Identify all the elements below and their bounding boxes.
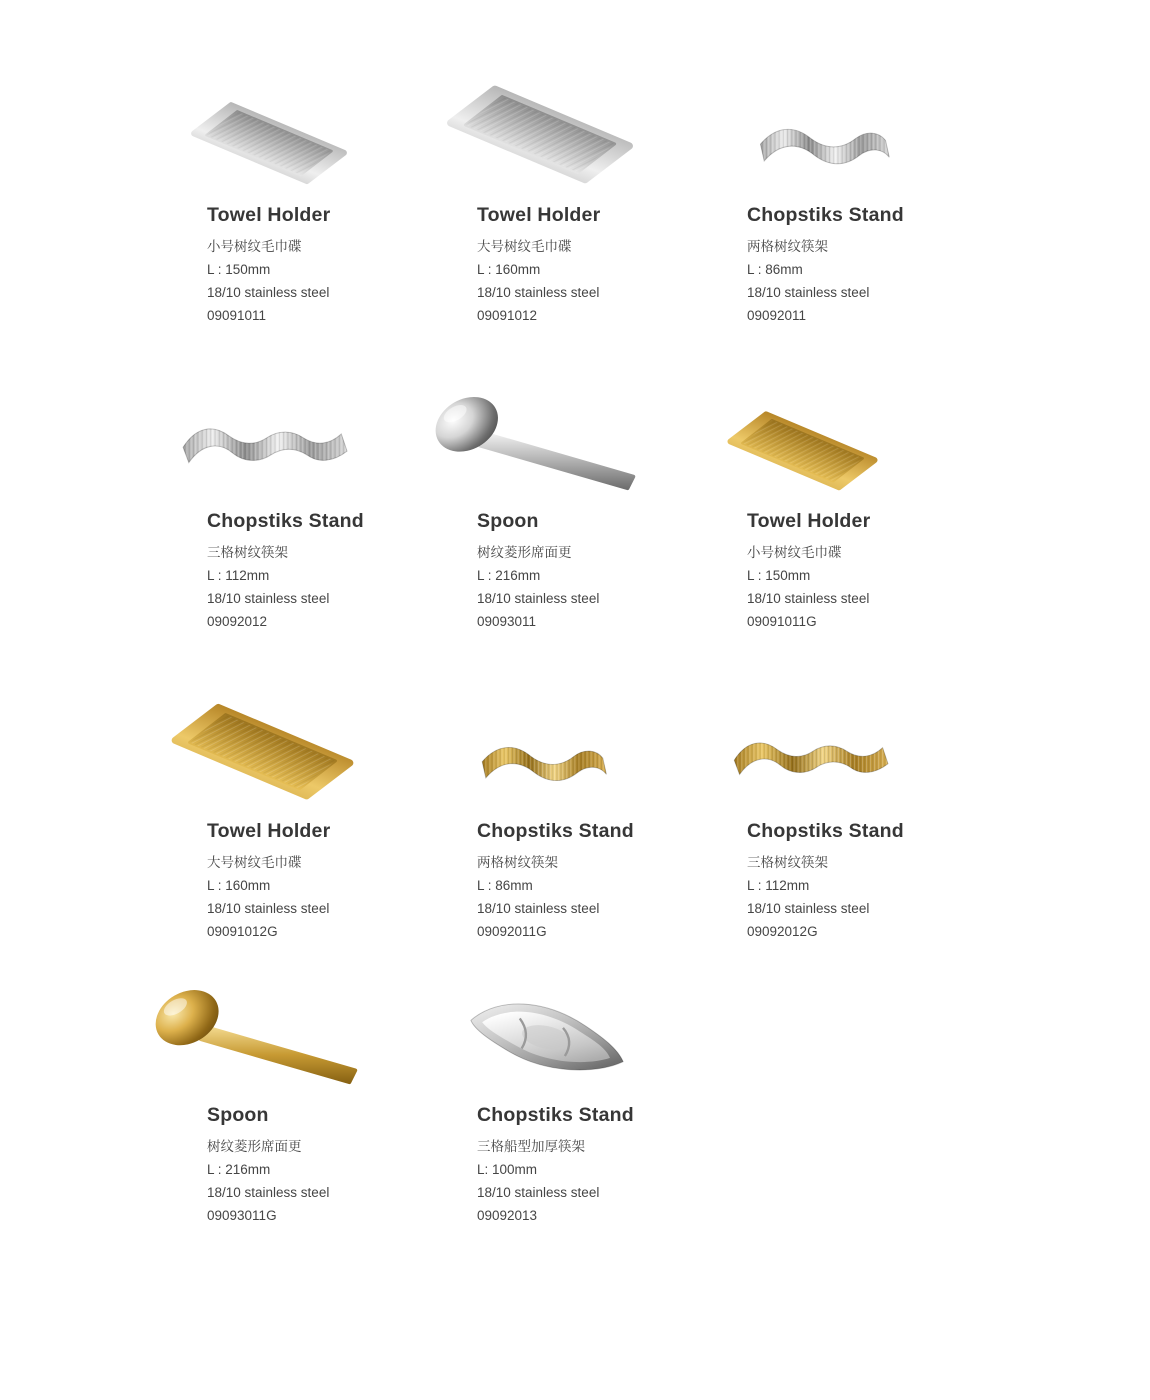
product-desc-cn: 大号树纹毛巾碟 <box>477 239 572 254</box>
product-title: Towel Holder <box>747 510 871 532</box>
product-length: L : 150mm <box>747 568 811 583</box>
product-material: 18/10 stainless steel <box>207 591 330 606</box>
chopstick-stand-photo <box>727 728 897 804</box>
product-length: L : 216mm <box>207 1162 271 1177</box>
product-title: Spoon <box>477 510 539 532</box>
product-length: L : 86mm <box>747 262 803 277</box>
product-length: L : 112mm <box>747 878 810 893</box>
product-image-box <box>455 358 725 508</box>
catalog-row <box>185 952 725 1227</box>
product-title: Towel Holder <box>207 204 331 226</box>
product-image-box <box>185 668 455 818</box>
chopstick-stand-photo <box>465 994 630 1088</box>
towel-holder-photo <box>165 701 360 804</box>
product-card <box>725 52 995 327</box>
product-code: 09091012 <box>477 308 538 323</box>
product-length: L : 86mm <box>477 878 533 893</box>
product-material: 18/10 stainless steel <box>477 285 600 300</box>
product-material: 18/10 stainless steel <box>477 591 600 606</box>
product-length: L : 216mm <box>477 568 541 583</box>
product-title: Chopstiks Stand <box>747 820 904 842</box>
product-length: L: 100mm <box>477 1162 538 1177</box>
chopstick-stand-photo <box>475 736 610 804</box>
product-desc-cn: 两格树纹筷架 <box>477 855 558 870</box>
product-text <box>185 818 455 943</box>
product-code: 09093011 <box>477 614 537 629</box>
product-code: 09091011G <box>747 614 817 629</box>
towel-holder-photo <box>722 409 883 494</box>
towel-holder-photo <box>185 100 353 188</box>
product-title: Towel Holder <box>477 204 601 226</box>
product-card <box>185 952 455 1227</box>
product-text <box>185 1102 455 1227</box>
product-text <box>725 202 995 327</box>
product-image-box <box>455 668 725 818</box>
product-card <box>455 358 725 633</box>
product-image-box <box>725 52 995 202</box>
product-text <box>455 1102 725 1227</box>
product-text <box>455 508 725 633</box>
product-material: 18/10 stainless steel <box>207 1185 330 1200</box>
product-card <box>725 668 995 943</box>
product-length: L : 160mm <box>477 262 541 277</box>
product-card <box>455 52 725 327</box>
product-title: Spoon <box>207 1104 269 1126</box>
product-text <box>185 202 455 327</box>
product-code: 09092011 <box>747 308 807 323</box>
catalog-row <box>185 668 995 943</box>
product-code: 09093011G <box>207 1208 277 1223</box>
product-image-box <box>455 952 725 1102</box>
product-title: Chopstiks Stand <box>477 820 634 842</box>
product-desc-cn: 树纹菱形席面更 <box>207 1139 302 1154</box>
product-card <box>185 358 455 633</box>
product-code: 09092011G <box>477 924 547 939</box>
product-code: 09092012G <box>747 924 818 939</box>
product-code: 09091011 <box>207 308 267 323</box>
product-code: 09092013 <box>477 1208 538 1223</box>
product-card <box>185 668 455 943</box>
product-text <box>455 202 725 327</box>
chopstick-stand-photo <box>175 413 357 494</box>
product-title: Chopstiks Stand <box>477 1104 634 1126</box>
product-image-box <box>725 358 995 508</box>
product-length: L : 160mm <box>207 878 271 893</box>
product-card <box>455 952 725 1227</box>
product-material: 18/10 stainless steel <box>207 285 330 300</box>
product-material: 18/10 stainless steel <box>747 591 870 606</box>
catalog-row <box>185 358 995 633</box>
spoon-photo <box>430 387 643 494</box>
towel-holder-photo <box>440 83 640 188</box>
product-title: Chopstiks Stand <box>747 204 904 226</box>
product-image-box <box>185 952 455 1102</box>
product-text <box>185 508 455 633</box>
product-image-box <box>185 358 455 508</box>
product-card <box>725 358 995 633</box>
product-desc-cn: 小号树纹毛巾碟 <box>207 239 302 254</box>
product-desc-cn: 三格船型加厚筷架 <box>477 1139 585 1154</box>
product-desc-cn: 三格树纹筷架 <box>207 545 288 560</box>
product-desc-cn: 大号树纹毛巾碟 <box>207 855 302 870</box>
spoon-photo <box>150 980 365 1088</box>
product-desc-cn: 三格树纹筷架 <box>747 855 828 870</box>
product-desc-cn: 两格树纹筷架 <box>747 239 828 254</box>
product-image-box <box>725 668 995 818</box>
product-desc-cn: 小号树纹毛巾碟 <box>747 545 842 560</box>
product-text <box>725 508 995 633</box>
product-material: 18/10 stainless steel <box>207 901 330 916</box>
product-material: 18/10 stainless steel <box>747 901 870 916</box>
product-card <box>455 668 725 943</box>
product-text <box>725 818 995 943</box>
product-code: 09092012 <box>207 614 268 629</box>
product-length: L : 150mm <box>207 262 271 277</box>
product-image-box <box>185 52 455 202</box>
product-material: 18/10 stainless steel <box>747 285 870 300</box>
product-title: Chopstiks Stand <box>207 510 364 532</box>
product-material: 18/10 stainless steel <box>477 901 600 916</box>
product-length: L : 112mm <box>207 568 270 583</box>
product-material: 18/10 stainless steel <box>477 1185 600 1200</box>
product-desc-cn: 树纹菱形席面更 <box>477 545 572 560</box>
catalog-row <box>185 52 995 327</box>
product-text <box>455 818 725 943</box>
product-image-box <box>455 52 725 202</box>
chopstick-stand-photo <box>753 118 893 188</box>
product-code: 09091012G <box>207 924 278 939</box>
product-card <box>185 52 455 327</box>
product-title: Towel Holder <box>207 820 331 842</box>
